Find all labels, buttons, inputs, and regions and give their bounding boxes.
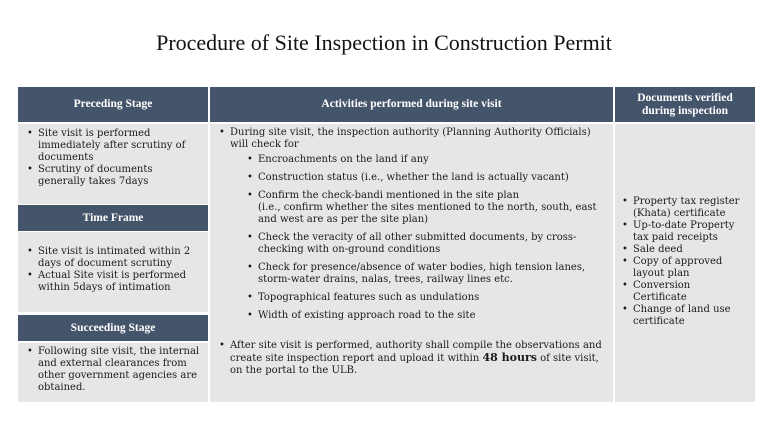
list-item: • Topographical features such as undulations	[244, 292, 603, 304]
list-item: • Conversion Certificate	[619, 280, 747, 304]
list-item: • Scrutiny of documents generally takes 7days	[24, 164, 200, 188]
time-frame-list	[24, 246, 200, 294]
list-item: • Following site visit, the internal and external clearances from other government agencies are obtained.	[24, 346, 200, 394]
after-visit-text-before: After site visit is performed, authority shall compile the observations and create site inspection report and upload it within	[230, 340, 602, 364]
list-item: • Encroachments on the land if any	[244, 154, 603, 166]
list-item: • Copy of approved layout plan	[619, 256, 747, 280]
header-preceding-stage: Preceding Stage	[18, 87, 208, 122]
after-visit-list	[216, 340, 603, 377]
list-item: • Check for presence/absence of water bodies, high tension lanes, storm-water drains, nalas, trees, railway lines etc.	[244, 262, 603, 286]
preceding-stage-list	[24, 128, 200, 188]
documents-cell	[615, 124, 755, 402]
list-item: • Construction status (i.e., whether the land is actually vacant)	[244, 172, 603, 184]
list-item: • Sale deed	[619, 244, 747, 256]
after-visit-text-after: of site visit, on the portal to the ULB.	[230, 353, 599, 376]
succeeding-stage-cell	[18, 343, 208, 402]
activities-cell	[210, 124, 613, 402]
page-title: Procedure of Site Inspection in Construction Permit	[156, 30, 612, 55]
preceding-stage-cell	[18, 124, 208, 204]
list-item: • Site visit is intimated within 2 days of document scrutiny	[24, 246, 200, 270]
list-item: • Change of land use certificate	[619, 304, 747, 328]
documents-list	[619, 196, 747, 328]
deadline-highlight: 48 hours	[482, 351, 537, 364]
activities-checklist	[216, 154, 603, 322]
list-item: • Site visit is performed immediately after scrutiny of documents	[24, 128, 200, 164]
header-activities: Activities performed during site visit	[210, 87, 613, 122]
list-item: • Check the veracity of all other submitted documents, by cross-checking with on-ground conditions	[244, 232, 603, 256]
header-succeeding-stage: Succeeding Stage	[18, 315, 208, 341]
list-item: • Property tax register (Khata) certificate	[619, 196, 747, 220]
header-documents-verified: Documents verified during inspection	[615, 87, 755, 122]
activities-intro-list	[216, 127, 603, 151]
succeeding-stage-list	[24, 346, 200, 394]
header-time-frame: Time Frame	[18, 205, 208, 231]
list-item: • Confirm the check-bandi mentioned in the site plan (i.e., confirm whether the sites mentioned to the north, south, east and west are as per the site plan)	[244, 190, 603, 226]
list-item: • Up-to-date Property tax paid receipts	[619, 220, 747, 244]
activities-intro: • During site visit, the inspection authority (Planning Authority Officials) will check for	[216, 127, 603, 151]
time-frame-cell	[18, 232, 208, 312]
list-item: • Actual Site visit is performed within 5days of intimation	[24, 270, 200, 294]
list-item: • Width of existing approach road to the site	[244, 310, 603, 322]
after-visit-note	[216, 340, 603, 377]
